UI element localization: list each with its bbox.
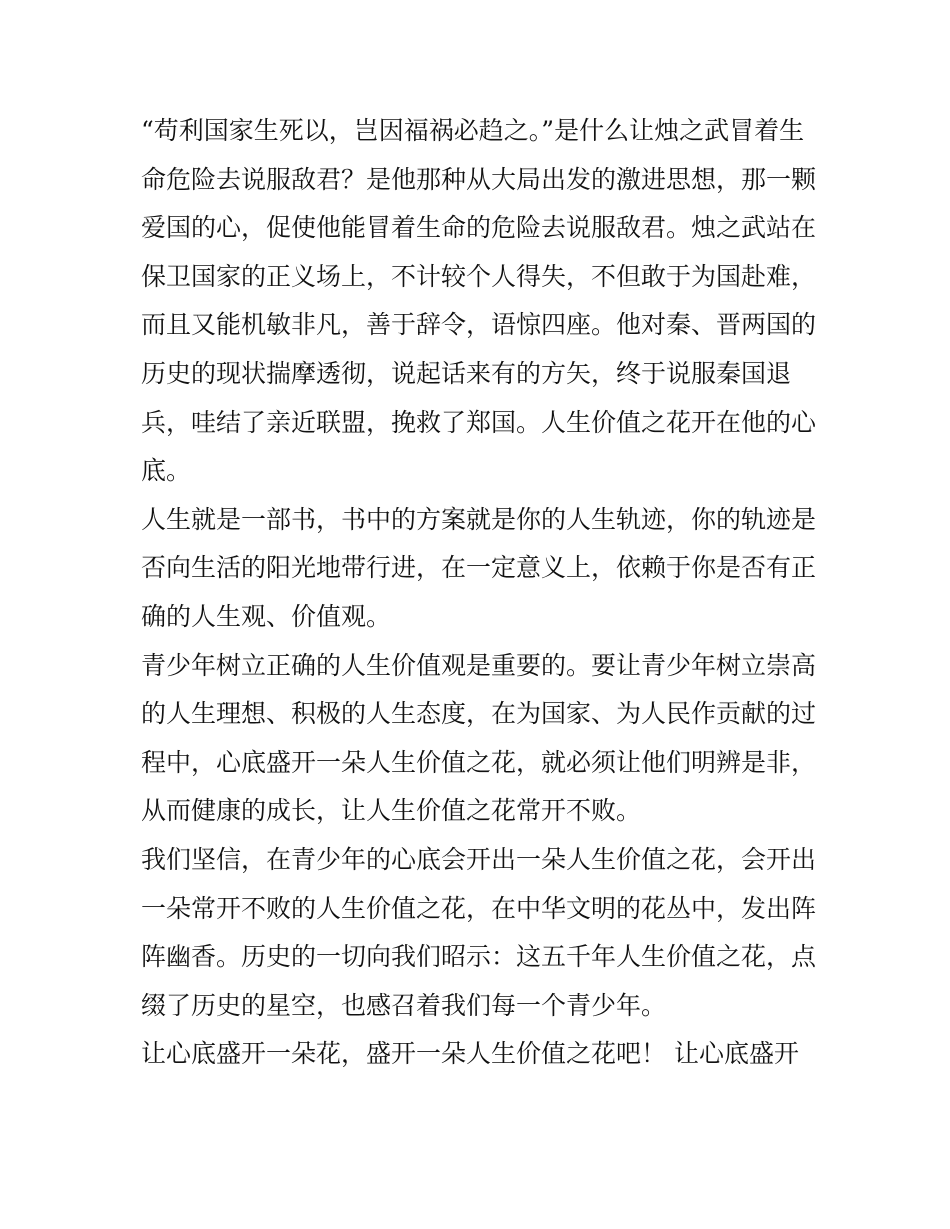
text-line: 人生就是一部书，书中的方案就是你的人生轨迹，你的轨迹是 xyxy=(141,504,817,534)
text-line: 从而健康的成长，让人生价值之花常开不败。 xyxy=(141,796,642,826)
text-line: 而且又能机敏非凡，善于辞令，语惊四座。他对秦、晋两国的 xyxy=(141,310,817,340)
text-line: 底。 xyxy=(141,456,192,486)
text-line: 缀了历史的星空，也感召着我们每一个青少年。 xyxy=(141,990,667,1020)
text-line: 否向生活的阳光地带行进，在一定意义上，依赖于你是否有正 xyxy=(141,553,817,583)
text-line: 一朵常开不败的人生价值之花，在中华文明的花丛中，发出阵 xyxy=(141,893,817,923)
text-line: 青少年树立正确的人生价值观是重要的。要让青少年树立崇高 xyxy=(141,650,817,680)
text-line: 命危险去说服敌君？是他那种从大局出发的激进思想，那一颗 xyxy=(141,164,817,194)
text-line: 兵，哇结了亲近联盟，挽救了郑国。人生价值之花开在他的心 xyxy=(141,407,817,437)
text-line: 历史的现状揣摩透彻，说起话来有的方矢，终于说服秦国退 xyxy=(141,358,792,388)
text-line: “苟利国家生死以，岂因福祸必趋之。”是什么让烛之武冒着生 xyxy=(141,116,805,145)
text-line: 让心底盛开一朵花，盛开一朵人生价值之花吧！ 让心底盛开 xyxy=(141,1039,799,1069)
text-line: 确的人生观、价值观。 xyxy=(141,601,392,631)
text-line: 我们坚信，在青少年的心底会开出一朵人生价值之花，会开出 xyxy=(141,844,817,874)
text-line: 保卫国家的正义场上，不计较个人得失，不但敢于为国赴难， xyxy=(141,261,817,291)
text-line: 的人生理想、积极的人生态度，在为国家、为人民作贡献的过 xyxy=(141,699,817,729)
text-line: 阵幽香。历史的一切向我们昭示：这五千年人生价值之花，点 xyxy=(141,942,817,972)
text-line: 程中，心底盛开一朵人生价值之花，就必须让他们明辨是非， xyxy=(141,747,817,777)
essay-text xyxy=(141,107,821,1079)
text-line: 爱国的心，促使他能冒着生命的危险去说服敌君。烛之武站在 xyxy=(141,213,817,243)
